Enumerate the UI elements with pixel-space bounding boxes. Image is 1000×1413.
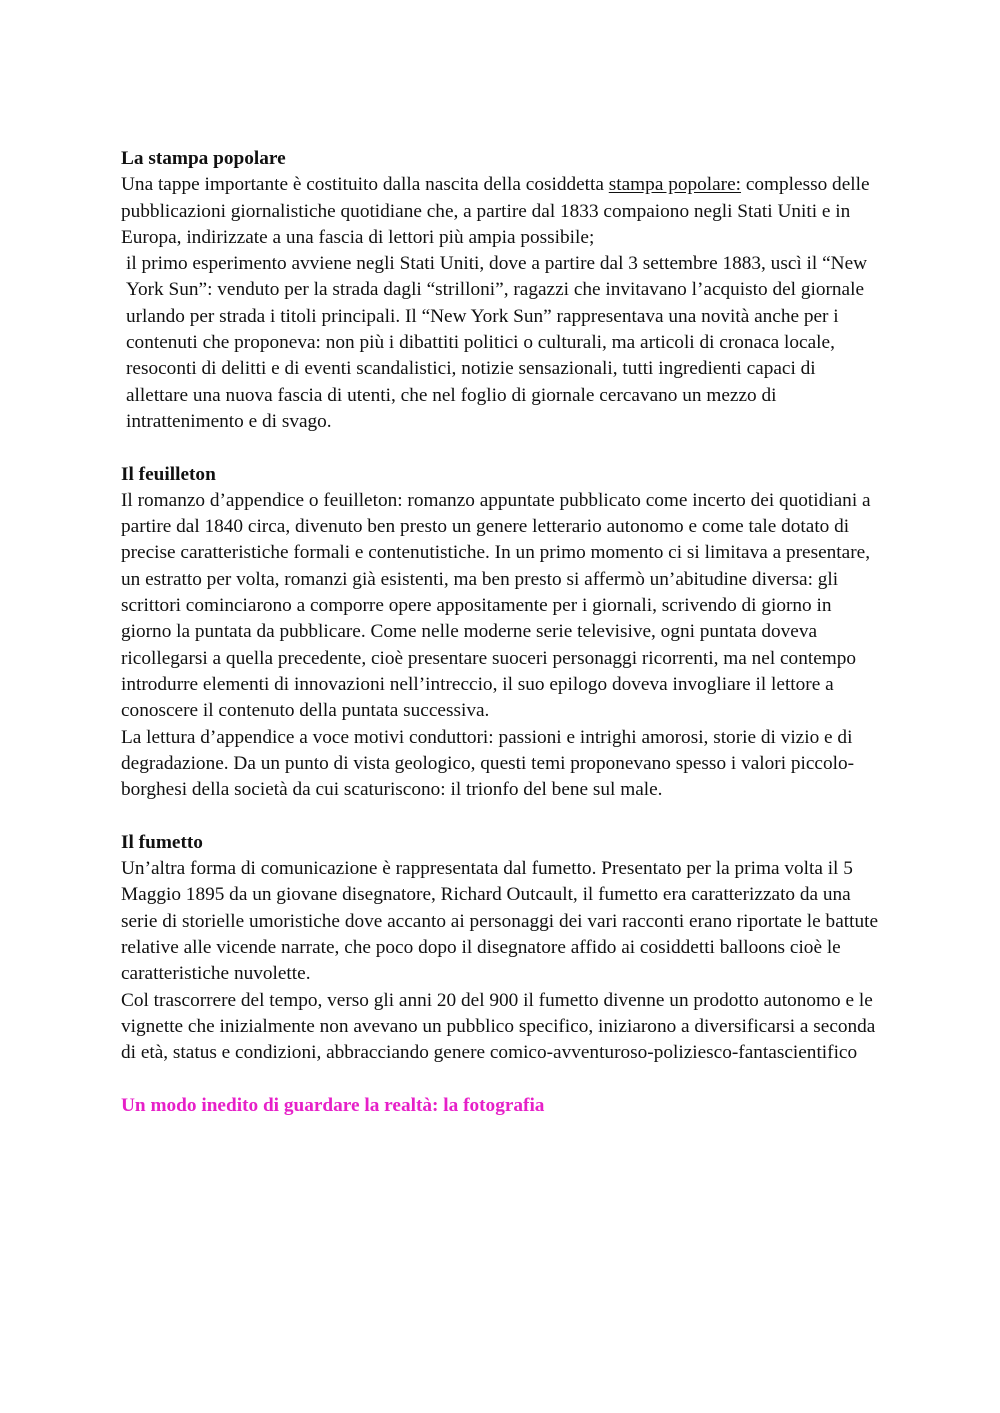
section-heading-feuilleton: Il feuilleton [121, 463, 216, 485]
paragraph [121, 172, 881, 251]
paragraph: il primo esperimento avviene negli Stati Uniti, dove a partire dal 3 settembre 1883, uscì il “New York Sun”: venduto per la strada dagli “strilloni”, ragazzi che invitavano l’acquisto del giornale urlando per strada i titoli principali. Il “New York Sun” rappresentava una novità anche per i contenuti che proponeva: non più i dibattiti politici o culturali, ma articoli di cronaca locale, resoconti di delitti e di eventi scandalistici, notizie sensazionali, tutti ingredienti capaci di allettare una nuova fascia di utenti, che nel foglio di giornale cercavano un mezzo di intrattenimento e di svago. [126, 253, 868, 432]
paragraph-text: Una tappe importante è costituito dalla nascita della cosiddetta [121, 174, 609, 196]
section-heading-fumetto: Il fumetto [121, 831, 203, 853]
paragraph: Col trascorrere del tempo, verso gli anni 20 del 900 il fumetto divenne un prodotto autonomo e le vignette che inizialmente non avevano un pubblico specifico, iniziarono a diversificarsi a seconda di età, status e condizioni, abbracciando genere comico-avventuroso-poliziesco-fantascientifico [121, 989, 876, 1064]
document-page [121, 146, 881, 1119]
paragraph: La lettura d’appendice a voce motivi conduttori: passioni e intrighi amorosi, storie di vizio e di degradazione. Da un punto di vista geologico, questi temi proponevano spesso i valori piccolo-borghesi della società da cui scaturiscono: il trionfo del bene sul male. [121, 726, 855, 801]
paragraph-gap [121, 803, 881, 829]
section-heading-stampa-popolare: La stampa popolare [121, 148, 286, 169]
paragraph: Un’altra forma di comunicazione è rappresentata dal fumetto. Presentato per la prima volta il 5 Maggio 1895 da un giovane disegnatore, Richard Outcault, il fumetto era caratterizzato da una serie di storielle umoristiche dove accanto ai personaggi dei vari racconti erano riportate le battute relative alle vicende narrate, che poco dopo il disegnatore affido ai cosiddetti balloons cioè le caratteristiche nuvolette. [121, 858, 879, 985]
paragraph-gap [121, 1066, 881, 1092]
paragraph-gap [121, 435, 881, 461]
underlined-term: stampa popolare: [608, 174, 742, 196]
paragraph: Il romanzo d’appendice o feuilleton: romanzo appuntate pubblicato come incerto dei quotidiani a partire dal 1840 circa, divenuto ben presto un genere letterario autonomo e come tale dotato di precise caratteristiche formali e contenutistiche. In un primo momento ci si limitava a presentare, un estratto per volta, romanzi già esistenti, ma ben presto si affermò un’abitudine diversa: gli scrittori cominciarono a comporre opere appositamente per i giornali, scrivendo di giorno in giorno la puntata da pubblicare. Come nelle moderne serie televisive, ogni puntata doveva ricollegarsi a quella precedente, cioè presentare suoceri personaggi ricorrenti, ma nel contempo introdurre elementi di innovazioni nell’intreccio, il suo epilogo doveva invogliare il lettore a conoscere il contenuto della puntata successiva. [121, 489, 871, 722]
paragraph-text: complesso delle pubblicazioni giornalistiche quotidiane che, a partire dal 1833 compaiono negli Stati Uniti e in Europa, indirizzate a una fascia di lettori più ampia possibile; [121, 174, 870, 248]
section-heading-fotografia: Un modo inedito di guardare la realtà: la fotografia [121, 1094, 545, 1116]
